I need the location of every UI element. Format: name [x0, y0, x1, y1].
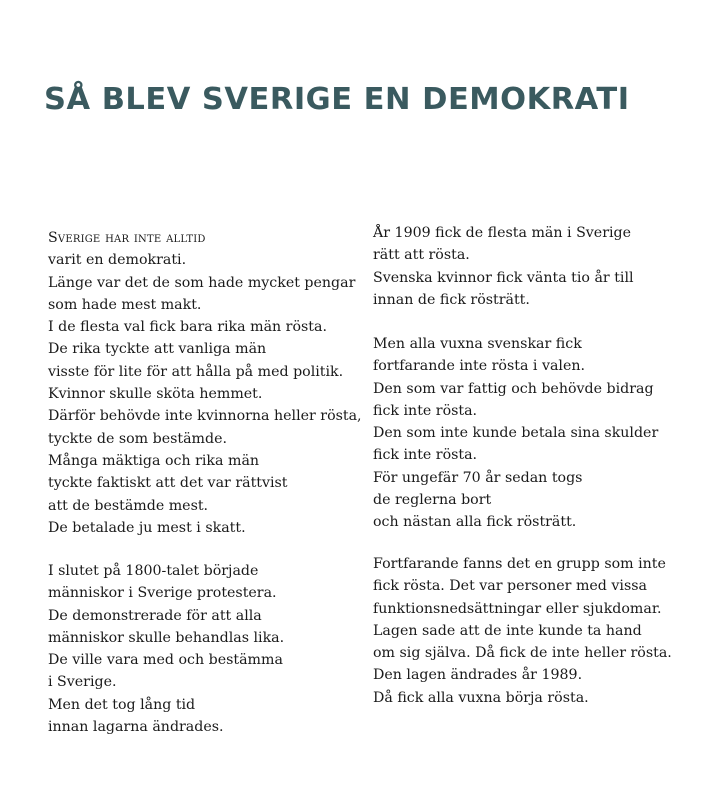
- text-line: De ville vara med och bestämma: [48, 652, 283, 669]
- text-line: Svenska kvinnor fick vänta tio år till: [373, 269, 634, 286]
- text-line: människor i Sverige protestera.: [48, 585, 277, 602]
- text-line: Den som var fattig och behövde bidrag: [373, 380, 654, 397]
- text-line: funktionsnedsättningar eller sjukdomar.: [373, 600, 662, 617]
- text-line: människor skulle behandlas lika.: [48, 629, 285, 646]
- text-line: visste för lite för att hålla på med politik.: [48, 363, 344, 380]
- text-line: innan de fick rösträtt.: [373, 291, 530, 308]
- paragraph-2: [48, 560, 284, 738]
- text-line: För ungefär 70 år sedan togs: [373, 469, 583, 486]
- text-line: År 1909 fick de flesta män i Sverige: [373, 225, 632, 241]
- text-line: De betalade ju mest i skatt.: [48, 519, 246, 536]
- text-line: fick inte rösta.: [373, 402, 478, 419]
- text-line: Men det tog lång tid: [48, 696, 196, 713]
- text-line: I de flesta val fick bara rika män rösta.: [48, 319, 327, 336]
- text-line: Lagen sade att de inte kunde ta hand: [373, 622, 642, 639]
- paragraph-lead: Sverige har inte alltid: [48, 230, 206, 246]
- text-line: De demonstrerade för att alla: [48, 607, 262, 624]
- text-line: Länge var det de som hade mycket pengar: [48, 274, 356, 291]
- text-line: och nästan alla fick rösträtt.: [373, 514, 577, 531]
- text-line: de reglerna bort: [373, 492, 492, 509]
- text-line: tyckte de som bestämde.: [48, 430, 227, 447]
- text-line: Kvinnor skulle sköta hemmet.: [48, 386, 263, 403]
- text-line: Många mäktiga och rika män: [48, 452, 260, 469]
- paragraph-4: [373, 333, 658, 534]
- paragraph-5: [373, 553, 672, 709]
- text-line: Då fick alla vuxna börja rösta.: [373, 689, 589, 706]
- text-line: som hade mest makt.: [48, 296, 202, 313]
- text-line: Den lagen ändrades år 1989.: [373, 667, 583, 684]
- text-line: fick rösta. Det var personer med vissa: [373, 578, 647, 595]
- paragraph-3: [373, 222, 634, 311]
- text-line: innan lagarna ändrades.: [48, 719, 224, 736]
- text-line: fick inte rösta.: [373, 447, 478, 464]
- text-line: Men alla vuxna svenskar fick: [373, 336, 582, 352]
- page-title: SÅ BLEV SVERIGE EN DEMOKRATI: [44, 82, 630, 117]
- text-line: De rika tyckte att vanliga män: [48, 341, 267, 358]
- text-line: om sig själva. Då fick de inte heller rösta.: [373, 645, 672, 662]
- text-line: tyckte faktiskt att det var rättvist: [48, 475, 288, 492]
- text-line: i Sverige.: [48, 674, 117, 691]
- text-line: I slutet på 1800-talet började: [48, 563, 259, 579]
- text-line: rätt att rösta.: [373, 247, 470, 264]
- text-line: Fortfarande fanns det en grupp som inte: [373, 556, 666, 572]
- text-line: Den som inte kunde betala sina skulder: [373, 425, 659, 442]
- paragraph-1: [48, 227, 362, 539]
- text-line: varit en demokrati.: [48, 252, 187, 269]
- text-line: Därför behövde inte kvinnorna heller rösta,: [48, 408, 362, 425]
- text-line: fortfarande inte rösta i valen.: [373, 358, 586, 375]
- text-line: att de bestämde mest.: [48, 497, 209, 514]
